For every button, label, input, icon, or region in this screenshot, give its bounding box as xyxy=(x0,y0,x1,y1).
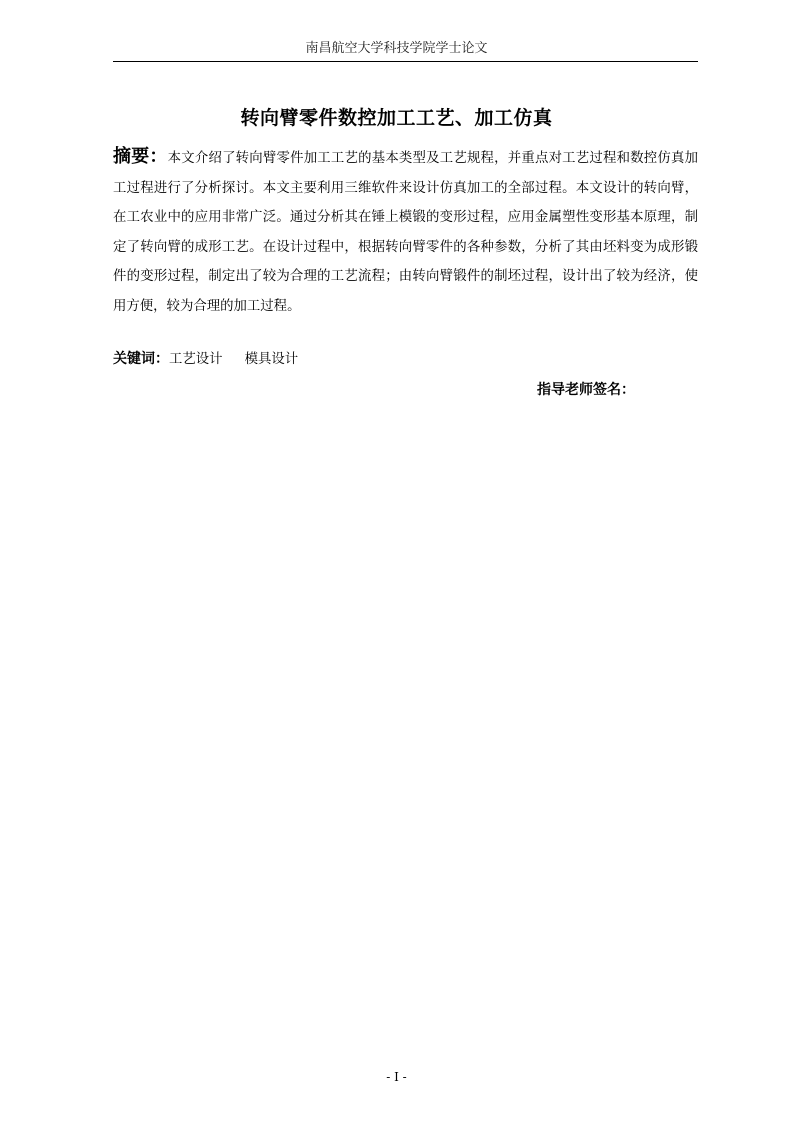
abstract-text: 本文介绍了转向臂零件加工工艺的基本类型及工艺规程，并重点对工艺过程和数控仿真加工过程进行了分析探讨。本文主要利用三维软件来设计仿真加工的全部过程。本文设计的转向臂，在工农业中的应用非常广泛。通过分析其在锤上模锻的变形过程，应用金属塑性变形基本原理，制定了转向臂的成形工艺。在设计过程中，根据转向臂零件的各种参数，分析了其由坯料变为成形锻件的变形过程，制定出了较为合理的工艺流程；由转向臂锻件的制坯过程，设计出了较为经济，使用方便，较为合理的加工过程。 xyxy=(113,151,699,314)
abstract-paragraph xyxy=(113,142,698,322)
keyword-item: 工艺设计 xyxy=(169,352,223,367)
advisor-signature-label: 指导老师签名： xyxy=(537,382,635,398)
abstract-label: 摘要： xyxy=(113,146,168,167)
keywords-label: 关键词： xyxy=(113,351,169,367)
keyword-item: 模具设计 xyxy=(244,352,299,367)
page-number: - I - xyxy=(386,1070,407,1084)
header-divider xyxy=(113,61,698,62)
keywords-line xyxy=(113,348,698,368)
running-header: 南昌航空大学科技学院学士论文 xyxy=(305,41,488,56)
document-title: 转向臂零件数控加工工艺、加工仿真 xyxy=(240,107,553,129)
